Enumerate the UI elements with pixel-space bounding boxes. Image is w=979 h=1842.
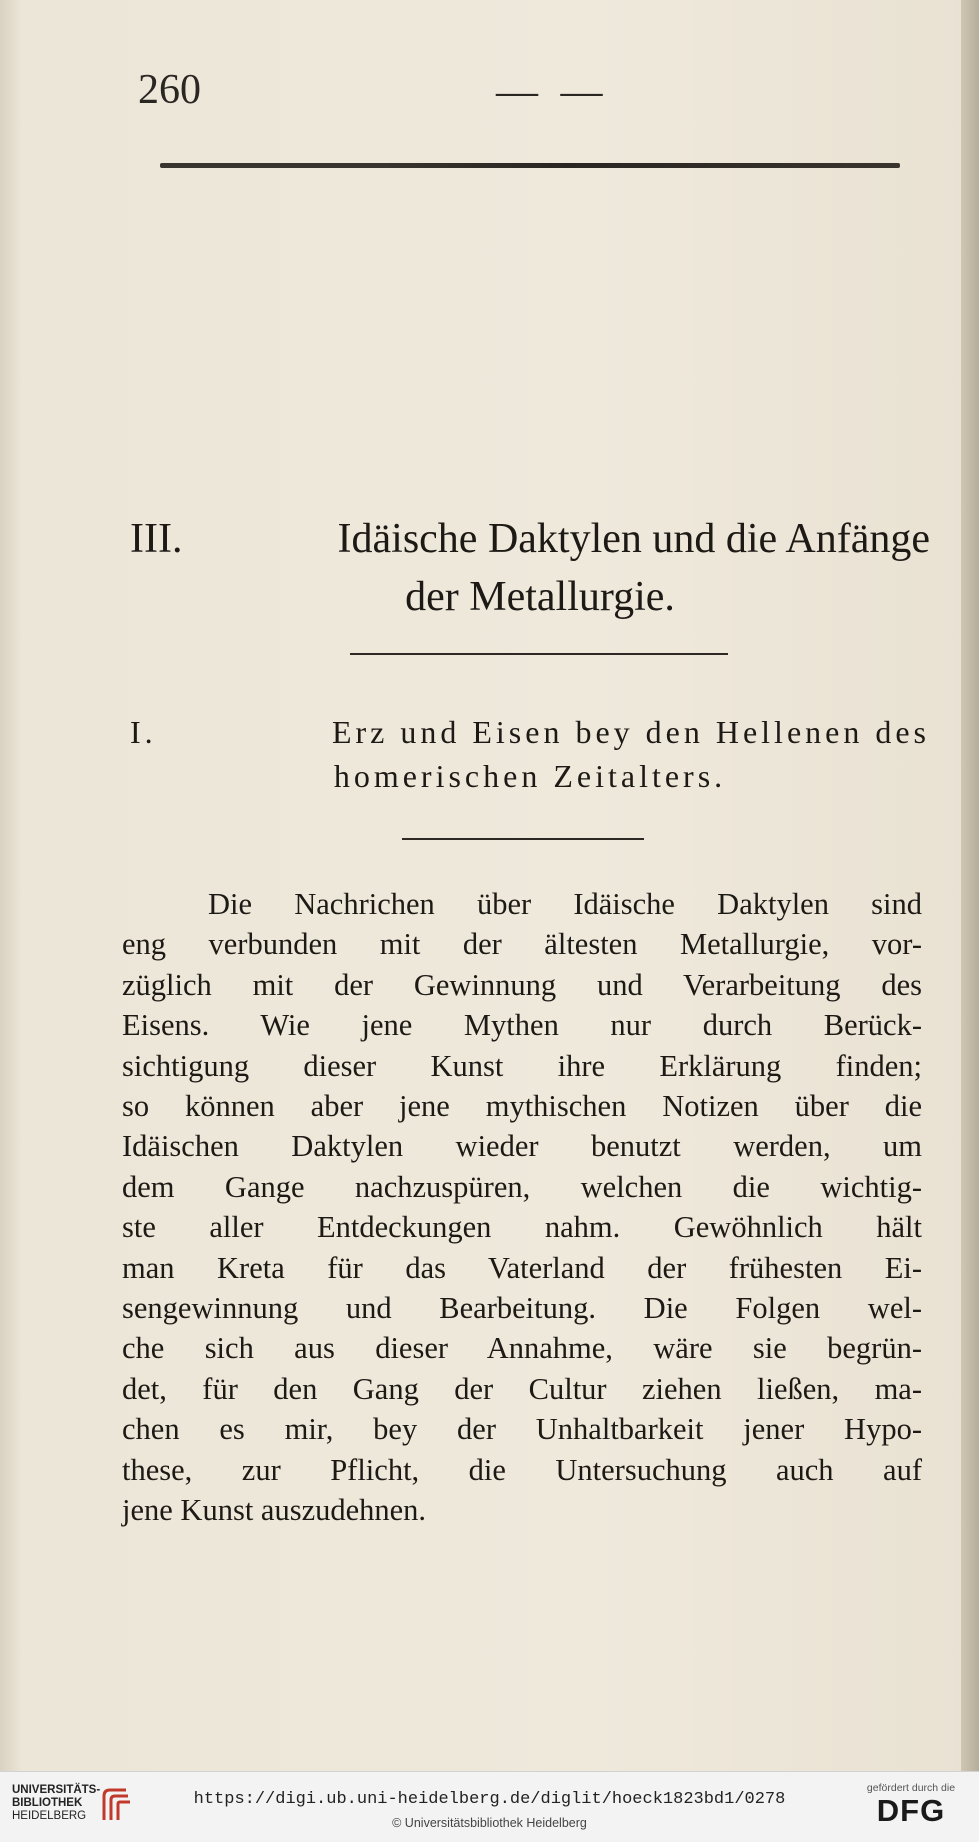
header-dashes: — — [496, 69, 609, 115]
page-header [138, 66, 918, 116]
text-line: Eisens. Wie jene Mythen nur durch Berück- [122, 1008, 922, 1043]
page-number: 260 [138, 67, 201, 113]
text-line: so können aber jene mythischen Notizen über die [122, 1089, 922, 1124]
text-line: jene Kunst auszudehnen. [122, 1493, 427, 1528]
library-name-line3: HEIDELBERG [12, 1810, 87, 1822]
text-line: che sich aus dieser Annahme, wäre sie begrün- [122, 1331, 922, 1366]
text-line: eng verbunden mit der ältesten Metallurgie, vor- [122, 927, 922, 962]
chapter-number: III. [130, 516, 183, 562]
text-line: ste aller Entdeckungen nahm. Gewöhnlich hält [122, 1210, 922, 1245]
text-line: man Kreta für das Vaterland der frühesten Ei- [122, 1250, 922, 1285]
text-line: Idäischen Daktylen wieder benutzt werden, um [122, 1129, 922, 1164]
text-line: det, für den Gang der Cultur ziehen ließen, ma- [122, 1371, 922, 1406]
funder-logo[interactable] [861, 1782, 961, 1828]
text-line: züglich mit der Gewinnung und Verarbeitung des [122, 967, 922, 1002]
text-line: dem Gange nachzuspüren, welchen die wichtig- [122, 1169, 922, 1204]
section-number: I. [130, 714, 157, 750]
funding-label: gefördert durch die [866, 1782, 956, 1794]
text-line: chen es mir, bey der Unhaltbarkeit jener Hypo- [122, 1412, 922, 1447]
viewer-footer [0, 1771, 979, 1842]
section-heading [130, 710, 930, 798]
chapter-divider [350, 653, 728, 655]
text-line: sengewinnung und Bearbeitung. Die Folgen wel- [122, 1291, 922, 1326]
library-name-line2: BIBLIOTHEK [12, 1797, 83, 1809]
chapter-title-line2: der Metallurgie. [405, 574, 675, 620]
book-spine-edge [961, 0, 979, 1771]
body-paragraph [122, 884, 922, 1531]
text-line: these, zur Pflicht, die Untersuchung auch auf [122, 1452, 922, 1487]
section-title-line2: homerischen Zeitalters. [333, 758, 727, 794]
section-title-line1: Erz und Eisen bey den Hellenen des [331, 714, 930, 750]
chapter-heading [130, 510, 930, 626]
header-rule [160, 163, 900, 168]
permalink-url[interactable]: https://digi.ub.uni-heidelberg.de/diglit/hoeck1823bd1/0278 [193, 1790, 786, 1809]
copyright-notice: © Universitätsbibliothek Heidelberg [392, 1816, 587, 1830]
library-name-line1: UNIVERSITÄTS- [12, 1784, 101, 1796]
dfg-logo-text: DFG [876, 1793, 946, 1828]
section-divider [402, 838, 644, 840]
text-line: sichtigung dieser Kunst ihre Erklärung finden; [122, 1048, 922, 1083]
text-line: Die Nachrichen über Idäische Daktylen sind [208, 887, 922, 921]
chapter-title-line1: Idäische Daktylen und die Anfänge [337, 516, 930, 562]
